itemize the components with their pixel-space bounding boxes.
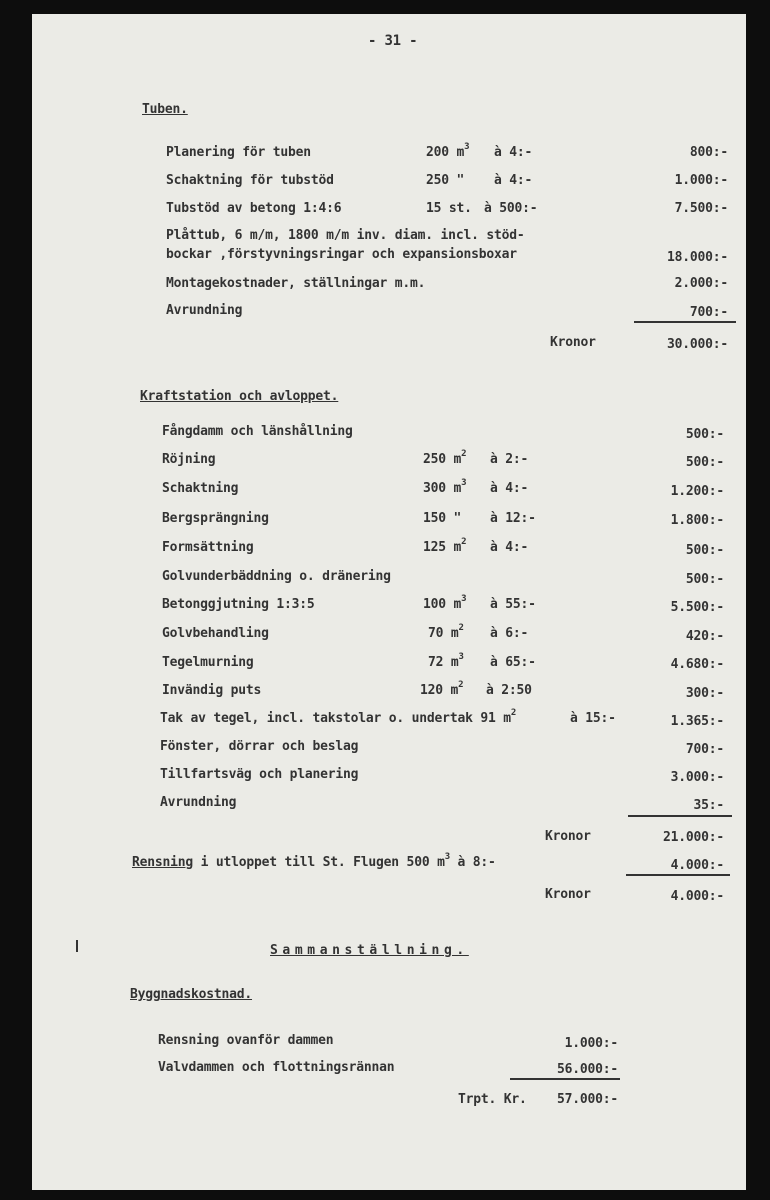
row-qty: 70 $m^2$ [428,623,464,641]
row-qty: 72 $m^3$ [428,652,464,670]
row-qty: 300 $m^3$ [423,478,467,496]
subheading-byggnadskostnad: Byggnadskostnad. [130,987,253,1002]
row-amount: 300:- [685,686,724,701]
sum-rule [626,874,730,876]
row-unit-price: à 4:- [490,540,529,555]
row-unit-price: à 6:- [490,626,529,641]
rensning-amount: 4.000:- [670,858,724,873]
row-label: Tubstöd av betong 1:4:6 [166,201,342,216]
row-label: Fönster, dörrar och beslag [160,739,359,754]
sum-rule [510,1078,620,1080]
avrundning-amount: 700:- [689,305,728,320]
row-label: Formsättning [162,540,254,555]
avrundning-amount: 35:- [693,798,724,813]
row-amount: 1.800:- [670,513,724,528]
tak-unit-price: à 15:- [570,711,616,726]
row-qty: 200 $m^3$ [426,142,470,160]
montage-label: Montagekostnader, ställningar m.m. [166,276,426,291]
row-qty: 250 " [426,173,465,188]
row-amount: 1.200:- [670,484,724,499]
row-unit-price: à 12:- [490,511,536,526]
row-amount: 800:- [689,145,728,160]
row-label: Tegelmurning [162,655,254,670]
tak-label: Tak av tegel, incl. takstolar o. undertak 91 $m^2$ [160,708,517,726]
row-amount: 500:- [685,543,724,558]
total-amount: 4.000:- [670,889,724,904]
section-heading-kraftstation: Kraftstation och avloppet. [140,389,339,404]
row-label: Röjning [162,452,216,467]
row-amount: 700:- [685,742,724,757]
row-qty: 150 " [423,511,462,526]
row-label: Schaktning för tubstöd [166,173,334,188]
document-page [32,14,746,1190]
sum-rule [634,321,736,323]
row-qty: 100 $m^3$ [423,594,467,612]
row-label: Planering för tuben [166,145,311,160]
row-amount: 5.500:- [670,600,724,615]
row-amount: 3.000:- [670,770,724,785]
platt-line-1: Plåttub, 6 m/m, 1800 m/m inv. diam. incl. stöd- [166,228,525,243]
row-qty: 15 st. [426,201,472,216]
section-heading-sammanstallning: Sammanställning. [270,943,469,958]
row-unit-price: à 4:- [494,145,533,160]
row-label: Schaktning [162,481,239,496]
total-label: Kronor [545,887,591,902]
transport-amount: 57.000:- [556,1092,618,1107]
row-amount: 500:- [685,572,724,587]
section-heading-tuben: Tuben. [142,102,188,117]
total-label: Kronor [545,829,591,844]
row-unit-price: à 2:50 [486,683,532,698]
row-qty: 250 $m^2$ [423,449,467,467]
row-amount: 500:- [685,427,724,442]
page-number: - 31 - [368,33,418,49]
row-label: Golvbehandling [162,626,269,641]
row-amount: 420:- [685,629,724,644]
row-unit-price: à 65:- [490,655,536,670]
row-label: Golvunderbäddning o. dränering [162,569,391,584]
row-label: Tillfartsväg och planering [160,767,359,782]
total-amount: 21.000:- [662,830,724,845]
platt-amount: 18.000:- [666,250,728,265]
avrundning-label: Avrundning [166,303,243,318]
row-amount: 1.000:- [674,173,728,188]
row-unit-price: à 4:- [490,481,529,496]
row-qty: 120 $m^2$ [420,680,464,698]
row-label: Invändig puts [162,683,262,698]
row-label: Valvdammen och flottningsrännan [158,1060,395,1075]
montage-amount: 2.000:- [674,276,728,291]
row-amount: 1.000:- [564,1036,618,1051]
row-unit-price: à 500:- [484,201,538,216]
total-label: Kronor [550,335,596,350]
row-unit-price: à 2:- [490,452,529,467]
transport-label: Trpt. Kr. [458,1092,527,1107]
row-qty: 125 $m^2$ [423,537,467,555]
row-amount: 500:- [685,455,724,470]
row-label: Bergsprängning [162,511,269,526]
row-amount: 7.500:- [674,201,728,216]
row-label: Fångdamm och länshållning [162,424,353,439]
avrundning-label: Avrundning [160,795,237,810]
sum-rule [628,815,732,817]
tak-amount: 1.365:- [670,714,724,729]
row-unit-price: à 55:- [490,597,536,612]
row-unit-price: à 4:- [494,173,533,188]
margin-mark [76,940,78,952]
platt-line-2: bockar ,förstyvningsringar och expansionsboxar [166,247,517,262]
rensning-line: Rensning i utloppet till St. Flugen 500 $m^3$ à 8:- [132,852,496,870]
row-amount: 56.000:- [556,1062,618,1077]
row-label: Rensning ovanför dammen [158,1033,334,1048]
row-amount: 4.680:- [670,657,724,672]
total-amount: 30.000:- [666,337,728,352]
row-label: Betonggjutning 1:3:5 [162,597,315,612]
